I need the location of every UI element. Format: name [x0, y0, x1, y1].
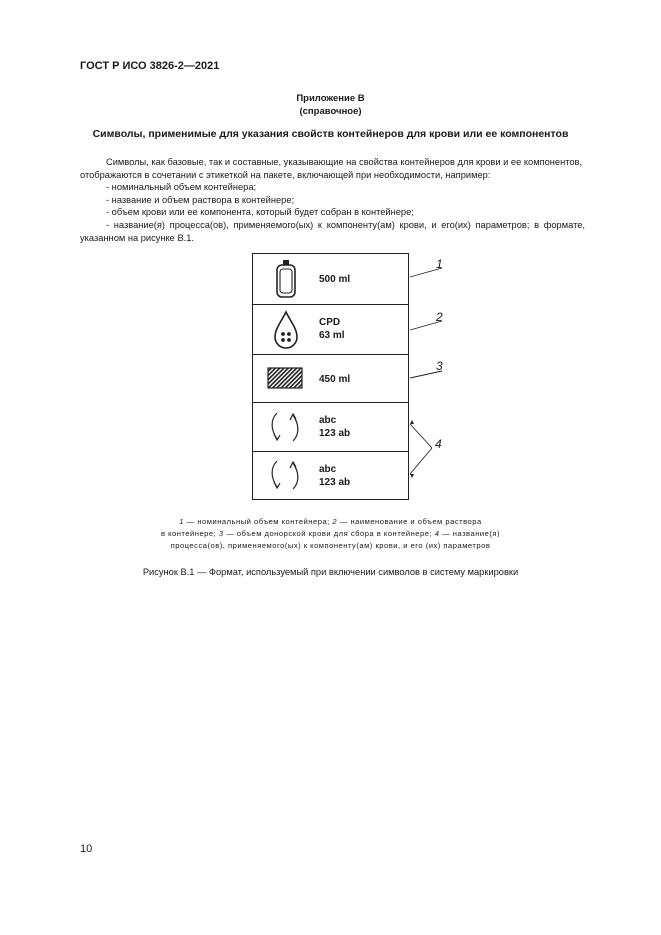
annex-subtitle: (справочное) — [299, 106, 362, 117]
process-arrows-icon — [265, 457, 305, 493]
figure-row-nominal-volume — [253, 254, 408, 305]
figure-notes — [0, 516, 661, 552]
callout-number: 3 — [436, 359, 443, 373]
annex-title: Приложение В — [296, 93, 365, 104]
list-item: - название и объем раствора в контейнере; — [106, 194, 295, 205]
page-number: 10 — [80, 843, 93, 855]
figure-notes-line-1: 1 — номинальный объем контейнера; 2 — наименование и объем раствора — [179, 517, 482, 526]
figure-row-process — [253, 452, 408, 499]
callout-number: 4 — [435, 437, 442, 451]
callout-leader-lines — [400, 250, 460, 490]
nominal-volume-text: 500 ml — [319, 274, 351, 285]
callout-number: 1 — [436, 257, 443, 271]
intro-line-2: отображаются в сочетании с этикеткой на пакете, включающей при необходимости, например: — [80, 169, 491, 180]
hatched-box-icon — [267, 367, 303, 389]
process-text: abc 123 ab — [319, 464, 351, 488]
blood-bag-icon — [273, 259, 299, 299]
blood-volume-text: 450 ml — [319, 374, 351, 385]
callout-line-4a — [410, 424, 432, 448]
figure-row-blood-volume — [253, 355, 408, 403]
solution-text: CPD 63 ml — [319, 317, 345, 341]
figure-row-process — [253, 403, 408, 452]
symbol-format-figure — [252, 253, 409, 500]
list-item-continuation: указанном на рисунке В.1. — [80, 232, 194, 243]
section-title: Символы, применимые для указания свойств контейнеров для крови или ее компонентов — [92, 128, 569, 140]
figure-notes-line-3: процесса(ов), применяемого(ых) к компоненту(ам) крови, и его (их) параметров — [170, 541, 491, 550]
callout-line-4b — [410, 448, 432, 474]
drop-icon — [272, 310, 300, 350]
process-arrows-icon — [265, 409, 305, 445]
figure-caption: Рисунок В.1 — Формат, используемый при включении символов в систему маркировки — [142, 567, 519, 577]
list-item: - название(я) процесса(ов), применяемого(ых) к компоненту(ам) крови, и его(их) параметров; в формате, — [106, 219, 585, 230]
callout-number: 2 — [436, 310, 443, 324]
document-header: ГОСТ Р ИСО 3826-2—2021 — [80, 60, 220, 72]
intro-line-1: Символы, как базовые, так и составные, указывающие на свойства контейнеров для крови и ее компонентов, — [106, 157, 583, 167]
list-item: - номинальный объем контейнера; — [106, 182, 257, 193]
annex-heading — [0, 92, 661, 118]
figure-notes-line-2: в контейнере; 3 — объем донорской крови для сбора в контейнере; 4 — название(я) — [160, 529, 501, 538]
figure-row-solution — [253, 305, 408, 355]
process-text: abc 123 ab — [319, 415, 351, 439]
list-item: - объем крови или ее компонента, который будет собран в контейнере; — [106, 207, 414, 218]
body-text — [80, 156, 585, 244]
